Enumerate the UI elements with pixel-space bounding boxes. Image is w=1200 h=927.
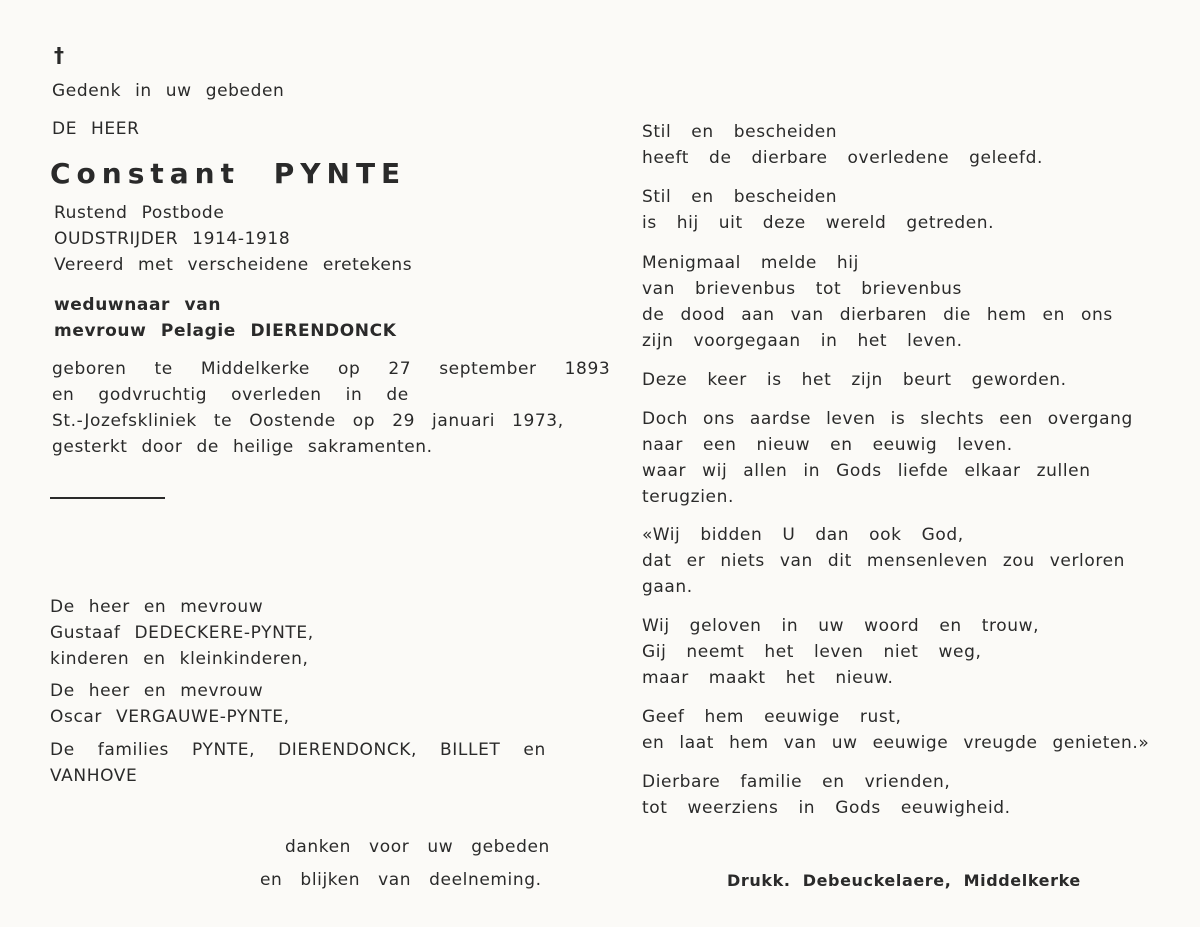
poem-line: van brievenbus tot brievenbus: [642, 279, 962, 299]
poem-line: is hij uit deze wereld getreden.: [642, 213, 995, 233]
family-line: VANHOVE: [50, 766, 138, 786]
bio-line: geboren te Middelkerke op 27 september 1893: [52, 359, 611, 379]
poem-line: Menigmaal melde hij: [642, 253, 859, 273]
family-line: Gustaaf DEDECKERE-PYNTE,: [50, 623, 314, 643]
poem-line: maar maakt het nieuw.: [642, 668, 894, 688]
poem-line: tot weerziens in Gods eeuwigheid.: [642, 798, 1011, 818]
family-line: De heer en mevrouw: [50, 597, 264, 617]
family-line: kinderen en kleinkinderen,: [50, 649, 309, 669]
printer-credit: Drukk. Debeuckelaere, Middelkerke: [727, 871, 1081, 890]
poem-line: heeft de dierbare overledene geleefd.: [642, 148, 1044, 168]
poem-line: Stil en bescheiden: [642, 187, 838, 207]
poem-line: dat er niets van dit mensenleven zou verloren: [642, 551, 1126, 571]
intro-text: Gedenk in uw gebeden: [52, 81, 285, 101]
poem-line: Wij geloven in uw woord en trouw,: [642, 616, 1040, 636]
thanks-line: danken voor uw gebeden: [285, 837, 550, 857]
poem-line: Geef hem eeuwige rust,: [642, 707, 902, 727]
poem-line: Doch ons aardse leven is slechts een overgang: [642, 409, 1133, 429]
bio-line: gesterkt door de heilige sakramenten.: [52, 437, 433, 457]
deceased-name: Constant PYNTE: [50, 157, 407, 190]
spouse-line: weduwnaar van: [54, 295, 222, 315]
detail-line: OUDSTRIJDER 1914-1918: [54, 229, 291, 249]
bio-line: St.-Jozefskliniek te Oostende op 29 januari 1973,: [52, 411, 564, 431]
poem-line: Stil en bescheiden: [642, 122, 838, 142]
poem-line: terugzien.: [642, 487, 734, 507]
thanks-line: en blijken van deelneming.: [260, 870, 542, 890]
poem-line: Gij neemt het leven niet weg,: [642, 642, 982, 662]
cross-symbol: †: [54, 43, 64, 67]
poem-line: en laat hem van uw eeuwige vreugde genieten.»: [642, 733, 1150, 753]
bio-line: en godvruchtig overleden in de: [52, 385, 409, 405]
poem-line: waar wij allen in Gods liefde elkaar zullen: [642, 461, 1091, 481]
poem-line: Deze keer is het zijn beurt geworden.: [642, 370, 1067, 390]
poem-line: «Wij bidden U dan ook God,: [642, 525, 964, 545]
detail-line: Vereerd met verscheidene eretekens: [54, 255, 413, 275]
poem-line: naar een nieuw en eeuwig leven.: [642, 435, 1013, 455]
family-line: De families PYNTE, DIERENDONCK, BILLET en: [50, 740, 546, 760]
title-text: DE HEER: [52, 119, 140, 139]
divider-line: [50, 497, 165, 499]
family-line: De heer en mevrouw: [50, 681, 264, 701]
family-line: Oscar VERGAUWE-PYNTE,: [50, 707, 290, 727]
poem-line: zijn voorgegaan in het leven.: [642, 331, 963, 351]
detail-line: Rustend Postbode: [54, 203, 225, 223]
spouse-line: mevrouw Pelagie DIERENDONCK: [54, 321, 397, 341]
poem-line: de dood aan van dierbaren die hem en ons: [642, 305, 1113, 325]
poem-line: gaan.: [642, 577, 693, 597]
poem-line: Dierbare familie en vrienden,: [642, 772, 951, 792]
